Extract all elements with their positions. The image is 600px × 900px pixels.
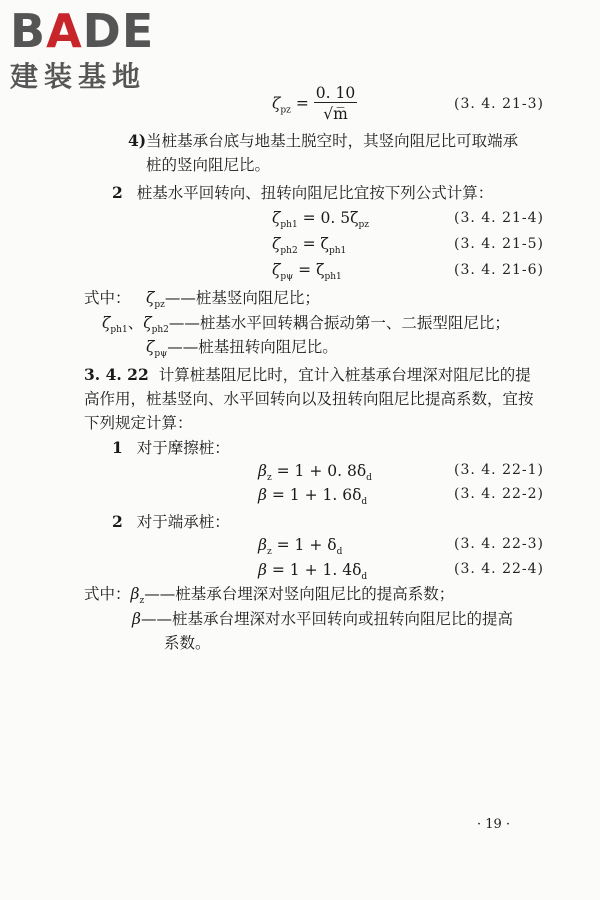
sub-item-2: 2 对于端承桩： — [112, 512, 230, 531]
equation-number: (3. 4. 21-6) — [454, 262, 544, 278]
equation-3-4-22-1: $\beta_z = 1 + 0$. $8\delta_d$ — [258, 462, 372, 484]
equation-number: (3. 4. 22-4) — [454, 561, 544, 577]
logo-wordmark: BADE — [10, 4, 155, 58]
equation-number: (3. 4. 22-1) — [454, 462, 544, 478]
list-item-4-cont: 桩的竖向阻尼比。 — [146, 156, 271, 174]
definition-zeta-ph: $\zeta_{ph1}$、$\zeta_{ph2}——$桩基水平回转耦合振动第一、二振型阻尼比； — [102, 314, 510, 336]
equation-3-4-22-2: β = 1 + 1. $6\delta_d$ — [258, 486, 368, 508]
list-item-2: 2 桩基水平回转向、扭转向阻尼比宜按下列公式计算： — [112, 183, 494, 202]
logo — [10, 6, 154, 92]
equation-number: (3. 4. 21-3) — [454, 96, 544, 112]
equation-3-4-21-6: $\zeta_{p\psi} = \zeta_{ph1}$ — [272, 261, 342, 283]
page-number: · 19 · — [477, 817, 511, 832]
equation-3-4-21-4: $\zeta_{ph1} = 0$. $5\zeta_{pz}$ — [272, 209, 370, 231]
logo-subtitle: 建装基地 — [10, 60, 147, 93]
definition-zeta-ppsi: $\zeta_{p\psi}——$桩基扭转向阻尼比。 — [146, 338, 338, 360]
definition-beta: β——桩基承台埋深对水平回转向或扭转向阻尼比的提高 — [132, 610, 513, 628]
clause-line-2: 高作用，桩基竖向、水平回转向以及扭转向阻尼比提高系数，宜按 — [84, 390, 534, 408]
equation-number: (3. 4. 21-4) — [454, 210, 544, 226]
equation-3-4-21-3: $\zeta_{pz}$ = $\frac{0. 10}{√m̅}$ — [272, 84, 356, 123]
equation-number: (3. 4. 22-3) — [454, 536, 544, 552]
sub-item-1: 1 对于摩擦桩： — [112, 438, 230, 457]
clause-3-4-22: 3. 4. 22 计算桩基阻尼比时，宜计入桩基承台埋深对阻尼比的提 — [84, 365, 531, 384]
definition-zeta-pz: $\zeta_{pz}——$桩基竖向阻尼比； — [146, 289, 320, 311]
where-label: 式中： — [84, 289, 131, 307]
equation-number: (3. 4. 22-2) — [454, 486, 544, 502]
clause-line-3: 下列规定计算： — [84, 414, 193, 432]
definition-beta-cont: 系数。 — [164, 634, 211, 652]
list-item-4: 4)当桩基承台底与地基土脱空时，其竖向阻尼比可取端承 — [128, 131, 519, 150]
equation-3-4-22-4: β = 1 + 1. $4\delta_d$ — [258, 561, 368, 583]
where-definition-beta-z: 式中：$\beta_z——$桩基承台埋深对竖向阻尼比的提高系数； — [84, 585, 455, 607]
equation-3-4-22-3: $\beta_z = 1 + \delta_d$ — [258, 536, 343, 558]
fraction: $\frac{0. 10}{√m̅}$ — [315, 84, 356, 123]
equation-3-4-21-5: $\zeta_{ph2} = \zeta_{ph1}$ — [272, 235, 347, 257]
equation-number: (3. 4. 21-5) — [454, 236, 544, 252]
